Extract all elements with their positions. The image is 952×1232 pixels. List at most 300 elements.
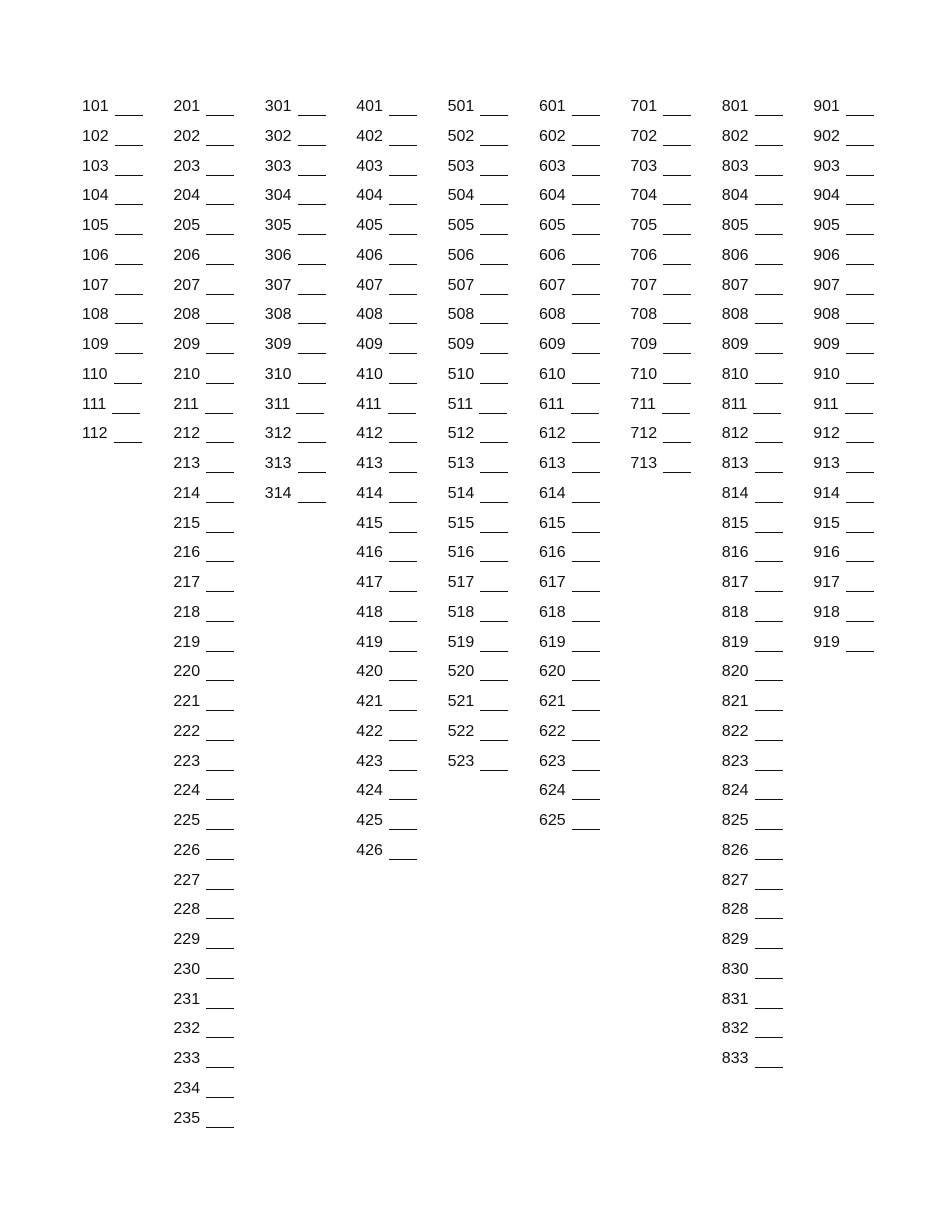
answer-blank[interactable] xyxy=(480,513,508,533)
question-number: 405 xyxy=(356,217,383,234)
question-number: 710 xyxy=(630,365,658,383)
answer-item xyxy=(173,185,259,215)
answer-blank[interactable] xyxy=(663,245,691,265)
answer-blank[interactable] xyxy=(755,572,783,592)
answer-blank[interactable] xyxy=(206,334,234,354)
answer-blank[interactable] xyxy=(480,542,508,562)
answer-blank[interactable] xyxy=(846,542,874,562)
answer-blank[interactable] xyxy=(572,304,600,324)
answer-blank[interactable] xyxy=(662,394,690,414)
question-number: 106 xyxy=(82,246,109,264)
question-number: 229 xyxy=(173,931,201,948)
answer-item xyxy=(173,572,259,602)
answer-blank[interactable] xyxy=(206,632,234,652)
answer-blank[interactable] xyxy=(480,721,508,741)
answer-blank[interactable] xyxy=(479,394,507,414)
answer-item xyxy=(630,394,716,424)
answer-item xyxy=(356,304,442,334)
answer-blank[interactable] xyxy=(206,96,234,116)
answer-item xyxy=(630,364,716,394)
answer-blank[interactable] xyxy=(206,959,234,979)
answer-blank[interactable] xyxy=(480,334,508,354)
answer-blank[interactable] xyxy=(389,751,417,771)
answer-blank[interactable] xyxy=(845,394,873,414)
answer-blank[interactable] xyxy=(846,572,874,592)
answer-blank[interactable] xyxy=(755,810,783,830)
answer-blank[interactable] xyxy=(206,899,234,919)
answer-item xyxy=(813,334,899,364)
question-number: 509 xyxy=(447,336,475,353)
answer-blank[interactable] xyxy=(846,513,874,533)
answer-item xyxy=(722,870,808,900)
answer-blank[interactable] xyxy=(389,721,417,741)
question-number: 410 xyxy=(356,365,383,383)
answer-item xyxy=(539,423,625,453)
answer-blank[interactable] xyxy=(298,126,326,146)
answer-blank[interactable] xyxy=(389,453,417,473)
answer-blank[interactable] xyxy=(206,364,234,384)
answer-blank[interactable] xyxy=(206,304,234,324)
answer-item xyxy=(173,364,259,394)
answer-blank[interactable] xyxy=(206,1048,234,1068)
answer-item xyxy=(722,840,808,870)
answer-blank[interactable] xyxy=(846,453,874,473)
question-number: 201 xyxy=(173,98,201,115)
answer-blank[interactable] xyxy=(298,96,326,116)
question-number: 220 xyxy=(173,663,201,681)
answer-blank[interactable] xyxy=(846,275,874,295)
question-number: 829 xyxy=(721,931,749,948)
answer-blank[interactable] xyxy=(572,423,600,443)
question-number: 904 xyxy=(813,187,840,205)
answer-blank[interactable] xyxy=(389,126,417,146)
answer-blank[interactable] xyxy=(115,156,143,176)
answer-blank[interactable] xyxy=(296,394,324,414)
answer-blank[interactable] xyxy=(206,780,234,800)
answer-blank[interactable] xyxy=(663,96,691,116)
answer-blank[interactable] xyxy=(480,572,508,592)
answer-blank[interactable] xyxy=(572,810,600,830)
answer-blank[interactable] xyxy=(755,185,783,205)
answer-blank[interactable] xyxy=(572,661,600,681)
question-number: 212 xyxy=(173,425,201,443)
question-number: 312 xyxy=(264,425,292,443)
answer-blank[interactable] xyxy=(755,304,783,324)
answer-blank[interactable] xyxy=(480,185,508,205)
answer-item xyxy=(173,275,259,305)
question-number: 302 xyxy=(264,127,292,145)
answer-blank[interactable] xyxy=(572,364,600,384)
answer-item xyxy=(448,334,534,364)
answer-blank[interactable] xyxy=(389,840,417,860)
answer-blank[interactable] xyxy=(572,245,600,265)
answer-blank[interactable] xyxy=(480,275,508,295)
question-number: 709 xyxy=(630,336,658,353)
question-number: 409 xyxy=(356,336,383,353)
answer-blank[interactable] xyxy=(298,185,326,205)
question-number: 808 xyxy=(721,306,749,324)
answer-blank[interactable] xyxy=(663,275,691,295)
answer-blank[interactable] xyxy=(114,423,142,443)
answer-blank[interactable] xyxy=(755,453,783,473)
answer-item xyxy=(630,215,716,245)
answer-blank[interactable] xyxy=(206,483,234,503)
question-number: 416 xyxy=(356,544,383,562)
question-number: 713 xyxy=(630,455,658,472)
answer-blank[interactable] xyxy=(755,780,783,800)
answer-item xyxy=(722,751,808,781)
answer-blank[interactable] xyxy=(298,423,326,443)
answer-blank[interactable] xyxy=(755,513,783,533)
answer-blank[interactable] xyxy=(389,423,417,443)
answer-blank[interactable] xyxy=(663,185,691,205)
answer-item xyxy=(722,394,808,424)
question-number: 703 xyxy=(630,157,658,175)
answer-item xyxy=(448,751,534,781)
answer-blank[interactable] xyxy=(755,840,783,860)
answer-blank[interactable] xyxy=(663,215,691,235)
answer-blank[interactable] xyxy=(389,334,417,354)
question-number: 206 xyxy=(173,246,201,264)
answer-blank[interactable] xyxy=(115,334,143,354)
answer-blank[interactable] xyxy=(389,661,417,681)
answer-item xyxy=(448,96,534,126)
answer-blank[interactable] xyxy=(572,572,600,592)
answer-blank[interactable] xyxy=(572,185,600,205)
answer-blank[interactable] xyxy=(115,96,143,116)
answer-blank[interactable] xyxy=(115,215,143,235)
answer-blank[interactable] xyxy=(206,215,234,235)
answer-blank[interactable] xyxy=(755,691,783,711)
answer-blank[interactable] xyxy=(298,364,326,384)
answer-blank[interactable] xyxy=(206,721,234,741)
answer-blank[interactable] xyxy=(572,275,600,295)
answer-blank[interactable] xyxy=(755,870,783,890)
answer-item xyxy=(813,126,899,156)
question-number: 820 xyxy=(721,663,749,681)
answer-blank[interactable] xyxy=(846,304,874,324)
answer-blank[interactable] xyxy=(480,126,508,146)
answer-item xyxy=(813,394,899,424)
question-number: 705 xyxy=(630,217,658,234)
answer-item xyxy=(448,602,534,632)
answer-blank[interactable] xyxy=(663,334,691,354)
answer-blank[interactable] xyxy=(298,334,326,354)
answer-blank[interactable] xyxy=(755,245,783,265)
question-number: 402 xyxy=(356,127,383,145)
question-number: 107 xyxy=(82,276,109,294)
answer-blank[interactable] xyxy=(846,245,874,265)
answer-blank[interactable] xyxy=(572,542,600,562)
question-number: 225 xyxy=(173,812,201,829)
answer-blank[interactable] xyxy=(480,751,508,771)
answer-item xyxy=(722,96,808,126)
answer-blank[interactable] xyxy=(389,572,417,592)
answer-blank[interactable] xyxy=(846,602,874,622)
answer-item xyxy=(722,453,808,483)
answer-blank[interactable] xyxy=(480,632,508,652)
answer-blank[interactable] xyxy=(206,810,234,830)
answer-blank[interactable] xyxy=(206,156,234,176)
answer-blank[interactable] xyxy=(388,394,416,414)
answer-item xyxy=(356,572,442,602)
answer-blank[interactable] xyxy=(572,721,600,741)
answer-blank[interactable] xyxy=(846,423,874,443)
answer-blank[interactable] xyxy=(755,1018,783,1038)
answer-blank[interactable] xyxy=(846,483,874,503)
answer-blank[interactable] xyxy=(206,572,234,592)
answer-blank[interactable] xyxy=(572,751,600,771)
answer-blank[interactable] xyxy=(846,96,874,116)
answer-blank[interactable] xyxy=(663,156,691,176)
answer-blank[interactable] xyxy=(298,483,326,503)
answer-item xyxy=(630,156,716,186)
answer-blank[interactable] xyxy=(663,423,691,443)
answer-blank[interactable] xyxy=(755,483,783,503)
answer-blank[interactable] xyxy=(572,453,600,473)
answer-blank[interactable] xyxy=(206,1108,234,1128)
answer-item xyxy=(356,513,442,543)
answer-blank[interactable] xyxy=(663,364,691,384)
answer-blank[interactable] xyxy=(755,1048,783,1068)
answer-blank[interactable] xyxy=(298,215,326,235)
answer-blank[interactable] xyxy=(755,751,783,771)
answer-blank[interactable] xyxy=(755,364,783,384)
answer-blank[interactable] xyxy=(206,423,234,443)
answer-blank[interactable] xyxy=(389,215,417,235)
answer-blank[interactable] xyxy=(480,453,508,473)
question-number: 811 xyxy=(721,395,748,413)
answer-blank[interactable] xyxy=(206,661,234,681)
answer-item xyxy=(448,423,534,453)
answer-blank[interactable] xyxy=(114,364,142,384)
question-number: 826 xyxy=(721,841,749,859)
answer-blank[interactable] xyxy=(206,245,234,265)
answer-item xyxy=(265,126,351,156)
answer-item xyxy=(82,156,168,186)
answer-blank[interactable] xyxy=(663,126,691,146)
answer-blank[interactable] xyxy=(389,245,417,265)
answer-item xyxy=(173,1078,259,1108)
answer-blank[interactable] xyxy=(205,394,233,414)
answer-item xyxy=(813,215,899,245)
answer-blank[interactable] xyxy=(755,334,783,354)
answer-blank[interactable] xyxy=(663,453,691,473)
answer-blank[interactable] xyxy=(572,602,600,622)
question-number: 216 xyxy=(173,544,201,562)
answer-blank[interactable] xyxy=(389,632,417,652)
answer-blank[interactable] xyxy=(389,691,417,711)
answer-blank[interactable] xyxy=(389,513,417,533)
answer-blank[interactable] xyxy=(755,661,783,681)
answer-blank[interactable] xyxy=(755,96,783,116)
answer-blank[interactable] xyxy=(298,275,326,295)
answer-blank[interactable] xyxy=(755,989,783,1009)
question-number: 910 xyxy=(813,365,840,383)
answer-blank[interactable] xyxy=(755,423,783,443)
answer-blank[interactable] xyxy=(755,156,783,176)
answer-item xyxy=(356,542,442,572)
answer-item xyxy=(448,185,534,215)
answer-blank[interactable] xyxy=(755,542,783,562)
question-number: 501 xyxy=(447,98,475,115)
question-number: 207 xyxy=(173,276,201,294)
question-number: 222 xyxy=(173,722,201,740)
answer-blank[interactable] xyxy=(206,751,234,771)
question-number: 804 xyxy=(721,187,749,205)
answer-blank[interactable] xyxy=(480,156,508,176)
answer-blank[interactable] xyxy=(389,96,417,116)
answer-item xyxy=(265,334,351,364)
answer-blank[interactable] xyxy=(571,394,599,414)
answer-blank[interactable] xyxy=(572,513,600,533)
answer-blank[interactable] xyxy=(663,304,691,324)
answer-blank[interactable] xyxy=(298,304,326,324)
answer-blank[interactable] xyxy=(206,185,234,205)
question-number: 313 xyxy=(264,455,292,472)
answer-blank[interactable] xyxy=(572,632,600,652)
answer-blank[interactable] xyxy=(389,810,417,830)
answer-blank[interactable] xyxy=(389,483,417,503)
answer-blank[interactable] xyxy=(298,453,326,473)
answer-blank[interactable] xyxy=(389,304,417,324)
answer-blank[interactable] xyxy=(846,185,874,205)
answer-blank[interactable] xyxy=(753,394,781,414)
answer-item xyxy=(813,304,899,334)
answer-blank[interactable] xyxy=(206,126,234,146)
answer-blank[interactable] xyxy=(115,126,143,146)
answer-blank[interactable] xyxy=(572,780,600,800)
answer-column xyxy=(539,96,625,840)
answer-blank[interactable] xyxy=(115,245,143,265)
question-number: 802 xyxy=(721,127,749,145)
answer-blank[interactable] xyxy=(298,245,326,265)
answer-blank[interactable] xyxy=(206,453,234,473)
question-number: 424 xyxy=(356,782,383,800)
answer-item xyxy=(356,394,442,424)
answer-blank[interactable] xyxy=(480,245,508,265)
answer-blank[interactable] xyxy=(206,989,234,1009)
answer-blank[interactable] xyxy=(206,602,234,622)
answer-blank[interactable] xyxy=(389,602,417,622)
question-number: 311 xyxy=(264,395,291,413)
question-number: 805 xyxy=(721,217,749,234)
answer-blank[interactable] xyxy=(480,215,508,235)
answer-item xyxy=(173,156,259,186)
answer-item xyxy=(173,632,259,662)
answer-blank[interactable] xyxy=(112,394,140,414)
answer-blank[interactable] xyxy=(115,185,143,205)
answer-blank[interactable] xyxy=(206,275,234,295)
answer-blank[interactable] xyxy=(755,899,783,919)
answer-blank[interactable] xyxy=(206,840,234,860)
answer-blank[interactable] xyxy=(755,721,783,741)
answer-blank[interactable] xyxy=(480,691,508,711)
answer-item xyxy=(82,215,168,245)
question-number: 617 xyxy=(539,574,566,591)
answer-blank[interactable] xyxy=(389,185,417,205)
answer-blank[interactable] xyxy=(755,959,783,979)
answer-blank[interactable] xyxy=(206,1018,234,1038)
answer-blank[interactable] xyxy=(115,275,143,295)
answer-blank[interactable] xyxy=(572,691,600,711)
answer-blank[interactable] xyxy=(206,513,234,533)
answer-blank[interactable] xyxy=(755,275,783,295)
answer-item xyxy=(539,126,625,156)
answer-blank[interactable] xyxy=(389,275,417,295)
answer-blank[interactable] xyxy=(206,870,234,890)
answer-blank[interactable] xyxy=(480,96,508,116)
answer-blank[interactable] xyxy=(389,156,417,176)
answer-item xyxy=(448,453,534,483)
answer-blank[interactable] xyxy=(846,364,874,384)
answer-item xyxy=(173,691,259,721)
question-number: 303 xyxy=(264,157,292,175)
question-number: 622 xyxy=(539,722,566,740)
question-number: 816 xyxy=(721,544,749,562)
answer-blank[interactable] xyxy=(846,334,874,354)
question-number: 505 xyxy=(447,217,475,234)
answer-blank[interactable] xyxy=(755,215,783,235)
question-number: 616 xyxy=(539,544,566,562)
answer-blank[interactable] xyxy=(572,156,600,176)
answer-blank[interactable] xyxy=(480,483,508,503)
answer-blank[interactable] xyxy=(572,96,600,116)
answer-item xyxy=(630,126,716,156)
answer-blank[interactable] xyxy=(755,126,783,146)
question-number: 205 xyxy=(173,217,201,234)
answer-item xyxy=(813,513,899,543)
answer-blank[interactable] xyxy=(572,126,600,146)
answer-blank[interactable] xyxy=(572,334,600,354)
answer-blank[interactable] xyxy=(846,632,874,652)
answer-blank[interactable] xyxy=(206,542,234,562)
answer-blank[interactable] xyxy=(755,929,783,949)
answer-item xyxy=(265,423,351,453)
answer-item xyxy=(265,364,351,394)
answer-blank[interactable] xyxy=(206,1078,234,1098)
answer-blank[interactable] xyxy=(389,780,417,800)
answer-blank[interactable] xyxy=(572,483,600,503)
answer-item xyxy=(539,334,625,364)
answer-blank[interactable] xyxy=(480,661,508,681)
answer-blank[interactable] xyxy=(480,304,508,324)
answer-blank[interactable] xyxy=(480,423,508,443)
answer-blank[interactable] xyxy=(755,632,783,652)
question-number: 403 xyxy=(356,157,383,175)
answer-blank[interactable] xyxy=(572,215,600,235)
answer-blank[interactable] xyxy=(115,304,143,324)
answer-blank[interactable] xyxy=(480,364,508,384)
question-number: 512 xyxy=(447,425,475,443)
answer-blank[interactable] xyxy=(480,602,508,622)
answer-blank[interactable] xyxy=(846,126,874,146)
answer-blank[interactable] xyxy=(206,929,234,949)
question-number: 417 xyxy=(356,574,383,591)
question-number: 810 xyxy=(721,365,749,383)
answer-blank[interactable] xyxy=(298,156,326,176)
answer-blank[interactable] xyxy=(846,156,874,176)
answer-blank[interactable] xyxy=(389,542,417,562)
answer-blank[interactable] xyxy=(206,691,234,711)
answer-item xyxy=(813,245,899,275)
answer-blank[interactable] xyxy=(755,602,783,622)
question-number: 822 xyxy=(721,722,749,740)
answer-item xyxy=(722,691,808,721)
answer-blank[interactable] xyxy=(389,364,417,384)
answer-item xyxy=(630,245,716,275)
answer-blank[interactable] xyxy=(846,215,874,235)
